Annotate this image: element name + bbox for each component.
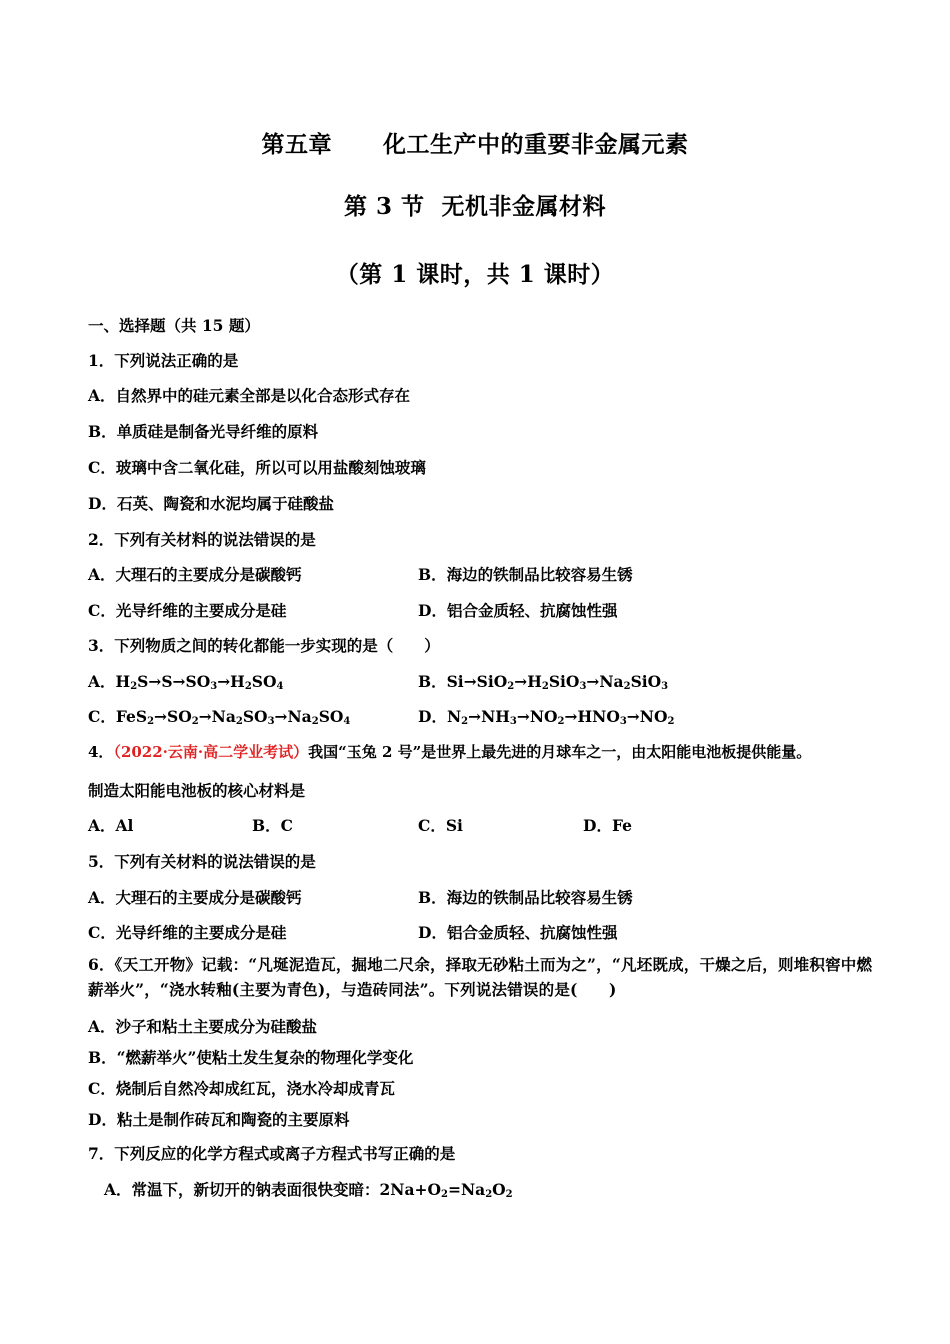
q4-option-b: B．C <box>252 816 293 835</box>
q6-option-b: B．“燃薪举火”使粘土发生复杂的物理化学变化 <box>88 1048 414 1067</box>
q6-option-c: C．烧制后自然冷却成红瓦，浇水冷却成青瓦 <box>88 1079 395 1098</box>
q2-option-c: C．光导纤维的主要成分是硅 <box>88 601 287 620</box>
q3-option-d: D．$N_2\to NH_3\to NO_2\to HNO_3\to NO_2$ <box>418 707 675 727</box>
q4-source: （2022·云南·高二学业考试） <box>113 743 309 761</box>
q3-stem: 3．下列物质之间的转化都能一步实现的是（ ） <box>88 636 440 655</box>
q1-option-c: C．玻璃中含二氧化硅，所以可以用盐酸刻蚀玻璃 <box>88 458 426 477</box>
q4-option-c: C．Si <box>418 816 463 835</box>
q3-option-a: A．$H_2S\to S\to SO_3\to H_2SO_4$ <box>88 672 284 692</box>
q6-option-d: D．粘土是制作砖瓦和陶瓷的主要原料 <box>88 1110 350 1129</box>
chapter-number: 第五章 <box>261 131 332 158</box>
part-heading: 一、选择题（共 15 题） <box>88 316 260 335</box>
q3-option-c: C．$FeS_2\to SO_2\to Na_2SO_3\to Na_2SO_4$ <box>88 707 351 727</box>
q5-option-a: A．大理石的主要成分是碳酸钙 <box>88 888 302 907</box>
q1-option-b: B．单质硅是制备光导纤维的原料 <box>88 422 319 441</box>
q1-option-a: A．自然界中的硅元素全部是以化合态形式存在 <box>88 386 411 405</box>
q6-option-a: A．沙子和粘土主要成分为硅酸盐 <box>88 1017 318 1036</box>
q2-option-a: A．大理石的主要成分是碳酸钙 <box>88 565 302 584</box>
q2-option-d: D．铝合金质轻、抗腐蚀性强 <box>418 601 618 620</box>
q2-stem: 2．下列有关材料的说法错误的是 <box>88 530 316 549</box>
q5-option-d: D．铝合金质轻、抗腐蚀性强 <box>418 923 618 942</box>
q2-option-b: B．海边的铁制品比较容易生锈 <box>418 565 633 584</box>
chapter-heading <box>0 126 950 159</box>
q5-option-b: B．海边的铁制品比较容易生锈 <box>418 888 633 907</box>
q5-stem: 5．下列有关材料的说法错误的是 <box>88 852 316 871</box>
q3-option-b: B．$Si\to SiO_2\to H_2SiO_3\to Na_2SiO_3$ <box>418 672 669 692</box>
q4-option-d: D．Fe <box>583 816 632 835</box>
q6-stem: 6．《天工开物》记载：“凡埏泥造瓦，掘地二尺余，择取无砂粘土而为之”，“凡坯既成，干燥之后，则堆积窖中燃薪举火”，“浇水转釉(主要为青色)，与造砖同法”。下列说法错误的是( ) <box>88 955 873 999</box>
section-title: 第 3 节 无机非金属材料 <box>343 193 607 220</box>
q4-stem-line2: 制造太阳能电池板的核心材料是 <box>88 781 306 800</box>
q7-option-a: A．常温下，新切开的钠表面很快变暗：$2Na+O_2=Na_2O_2$ <box>104 1180 513 1200</box>
q1-option-d: D．石英、陶瓷和水泥均属于硅酸盐 <box>88 494 334 513</box>
q7-stem: 7．下列反应的化学方程式或离子方程式书写正确的是 <box>88 1144 456 1163</box>
chapter-title: 化工生产中的重要非金属元素 <box>383 131 689 158</box>
q4-stem: 4．（2022·云南·高二学业考试）我国“玉兔 2 号”是世界上最先进的月球车之一，由太阳能电池板提供能量。 <box>88 743 812 761</box>
q5-option-c: C．光导纤维的主要成分是硅 <box>88 923 287 942</box>
q1-stem: 1．下列说法正确的是 <box>88 351 239 370</box>
q4-option-a: A．Al <box>88 816 134 835</box>
lesson-info: （第 1 课时，共 1 课时） <box>335 261 615 288</box>
